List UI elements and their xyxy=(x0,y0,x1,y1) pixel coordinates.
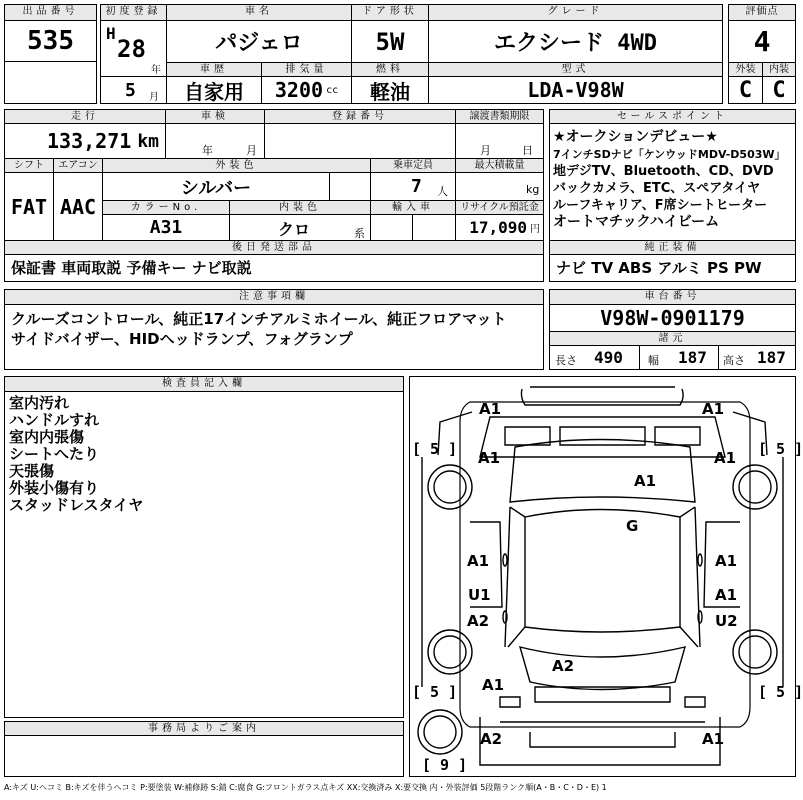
dims-wid-cell xyxy=(639,345,719,370)
transfer-month-unit: 月 xyxy=(480,144,491,157)
sales-line: バックカメラ、ETC、スペアタイヤ xyxy=(553,181,761,196)
damage-mark: A1 xyxy=(634,472,657,490)
ext-score: C xyxy=(728,76,763,104)
int-label: 内装 xyxy=(762,62,796,77)
damage-mark: G xyxy=(626,517,639,535)
displacement-cell xyxy=(261,76,352,104)
sales-line: 地デジTV、Bluetooth、CD、DVD xyxy=(553,164,774,179)
capacity-unit: 人 xyxy=(437,185,448,198)
hgt: 187 xyxy=(757,348,786,367)
damage-mark: A2 xyxy=(467,612,490,630)
recycle-label: リサイクル預託金 xyxy=(455,200,544,215)
notes-label: 注意事項欄 xyxy=(4,289,544,305)
lot-no: 535 xyxy=(4,20,97,62)
later-parts: 保証書 車両取説 予備キー ナビ取説 xyxy=(4,254,544,282)
int-score: C xyxy=(762,76,796,104)
notes xyxy=(4,304,544,370)
tire-rating: [ 5 ] xyxy=(412,440,458,458)
fuel-label: 燃料 xyxy=(351,62,429,77)
fuel: 軽油 xyxy=(351,76,429,104)
ac-label: エアコン xyxy=(53,158,103,173)
damage-mark: A1 xyxy=(714,449,737,467)
damage-mark: A1 xyxy=(715,586,738,604)
recycle-cell xyxy=(455,214,544,241)
displacement: 3200 xyxy=(274,78,324,102)
reg-no-cell xyxy=(264,123,456,159)
reg-year-unit: 年 xyxy=(151,65,161,76)
later-parts-label: 後日発送部品 xyxy=(4,240,544,255)
damage-mark: A1 xyxy=(702,400,725,418)
damage-diagram xyxy=(409,376,803,777)
std-equipment: ナビ TV ABS アルミ PS PW xyxy=(549,254,796,282)
history: 自家用 xyxy=(166,76,262,104)
first-reg-month-cell xyxy=(100,76,167,104)
damage-mark: A1 xyxy=(715,552,738,570)
history-label: 車歴 xyxy=(166,62,262,77)
damage-mark: A1 xyxy=(702,730,725,748)
sales-line: ★オークションデビュー★ xyxy=(553,129,718,145)
color-no-label: カラーNo. xyxy=(102,200,230,215)
model: LDA-V98W xyxy=(428,76,723,104)
damage-mark: A1 xyxy=(478,449,501,467)
sales-line: オートマチックハイビーム xyxy=(553,214,720,230)
grade-label: グレード xyxy=(428,4,723,21)
import-right xyxy=(412,214,456,241)
reg-month: 5 xyxy=(125,80,136,101)
ext-label: 外装 xyxy=(728,62,763,77)
tire-rating: [ 9 ] xyxy=(422,756,468,774)
len-label: 長さ xyxy=(555,354,577,367)
car-name: パジェロ xyxy=(166,20,352,63)
capacity-label: 乗車定員 xyxy=(370,158,456,173)
hgt-label: 高さ xyxy=(723,354,745,367)
dims-label: 諸元 xyxy=(549,331,796,346)
door: 5W xyxy=(351,20,429,63)
era: H xyxy=(106,24,116,43)
inspector-notes xyxy=(4,391,404,718)
transfer-cell xyxy=(455,123,544,159)
load-unit: kg xyxy=(526,183,540,196)
tire-rating: [ 5 ] xyxy=(758,683,803,701)
inspector-label: 検査員記入欄 xyxy=(4,376,404,392)
inspector-line: ハンドルすれ xyxy=(9,411,100,429)
office-label: 事務局よりご案内 xyxy=(4,721,404,736)
displacement-label: 排気量 xyxy=(261,62,352,77)
transfer-label: 譲渡書類期限 xyxy=(455,109,544,124)
reg-no-label: 登録番号 xyxy=(264,109,456,124)
first-reg-year-cell xyxy=(100,20,167,77)
car-name-label: 車名 xyxy=(166,4,352,21)
inspector-line: 室内内張傷 xyxy=(9,428,85,446)
door-label: ドア形状 xyxy=(351,4,429,21)
damage-mark: A1 xyxy=(479,400,502,418)
tire-rating: [ 5 ] xyxy=(412,683,458,701)
reg-year: 28 xyxy=(117,35,146,63)
displacement-unit: cc xyxy=(326,84,339,96)
std-equipment-label: 純正装備 xyxy=(549,240,796,255)
recycle-unit: 円 xyxy=(530,224,540,235)
int-color-unit: 系 xyxy=(354,227,365,240)
transfer-day-unit: 日 xyxy=(522,144,533,157)
inspector-line: スタッドレスタイヤ xyxy=(9,496,144,514)
shift: FAT xyxy=(4,172,54,241)
capacity-cell xyxy=(370,172,456,201)
lot-no-label: 出品番号 xyxy=(4,4,97,21)
int-color-label: 内装色 xyxy=(229,200,371,215)
inspector-line: シートへたり xyxy=(9,445,100,463)
load-label: 最大積載量 xyxy=(455,158,544,173)
color-no: A31 xyxy=(102,214,230,241)
legend: A:キズ U:ヘコミ B:キズを伴うヘコミ P:要塗装 W:補修跡 S:錆 C:腐食 G:フロントガラス点キズ XX:交換済み X:要交換 内・外装評価 5段階ランク順(A・B・C・D・E) 1 xyxy=(4,783,607,792)
car-outline xyxy=(410,377,795,776)
damage-mark: A1 xyxy=(467,552,490,570)
chassis-label: 車台番号 xyxy=(549,289,796,305)
color-label: 外装色 xyxy=(102,158,371,173)
insp-year-unit: 年 xyxy=(202,144,213,157)
score: 4 xyxy=(728,20,796,63)
import-label: 輸入車 xyxy=(370,200,456,215)
dims-len-cell xyxy=(549,345,640,370)
chassis-no: V98W-0901179 xyxy=(549,304,796,332)
model-label: 型式 xyxy=(428,62,723,77)
damage-mark: A1 xyxy=(482,676,505,694)
tire-rating: [ 5 ] xyxy=(758,440,803,458)
office-box xyxy=(4,735,404,777)
wid: 187 xyxy=(678,348,707,367)
mileage-cell xyxy=(4,123,166,159)
shift-label: シフト xyxy=(4,158,54,173)
color: シルバー xyxy=(102,172,330,201)
recycle: 17,090 xyxy=(469,218,527,237)
reg-month-unit: 月 xyxy=(149,92,159,103)
sales-points xyxy=(549,123,796,241)
insp-month-unit: 月 xyxy=(246,144,257,157)
notes-line: クルーズコントロール、純正17インチアルミホイール、純正フロアマット xyxy=(11,310,507,328)
score-label: 評価点 xyxy=(728,4,796,21)
int-color-cell xyxy=(229,214,371,241)
inspector-line: 外装小傷有り xyxy=(9,479,100,497)
inspector-line: 天張傷 xyxy=(9,462,55,480)
damage-mark: A2 xyxy=(480,730,503,748)
dims-hgt-cell xyxy=(718,345,796,370)
sales-line: 7インチSDナビ「ケンウッドMDV-D503W」 xyxy=(553,148,786,161)
first-reg-label: 初度登録 xyxy=(100,4,167,21)
inspection-cell xyxy=(165,123,265,159)
wid-label: 幅 xyxy=(648,354,659,367)
sales-line: ルーフキャリア、F席シートヒーター xyxy=(553,198,768,213)
notes-line: サイドバイザー、HIDヘッドランプ、フォグランプ xyxy=(11,330,353,348)
capacity: 7 xyxy=(411,176,422,197)
int-color: クロ xyxy=(278,220,311,239)
lot-blank xyxy=(4,61,97,104)
len: 490 xyxy=(594,348,623,367)
damage-mark: A2 xyxy=(552,657,575,675)
mileage-unit: km xyxy=(137,130,159,152)
inspector-line: 室内汚れ xyxy=(9,394,70,412)
grade: エクシード 4WD xyxy=(428,20,723,63)
damage-mark: U1 xyxy=(468,586,491,604)
load-cell xyxy=(455,172,544,201)
damage-mark: U2 xyxy=(715,612,738,630)
sales-points-label: セールスポイント xyxy=(549,109,796,124)
color-blank xyxy=(329,172,371,201)
mileage: 133,271 xyxy=(47,129,132,153)
inspection-label: 車検 xyxy=(165,109,265,124)
mileage-label: 走行 xyxy=(4,109,166,124)
ac: AAC xyxy=(53,172,103,241)
import-left xyxy=(370,214,413,241)
